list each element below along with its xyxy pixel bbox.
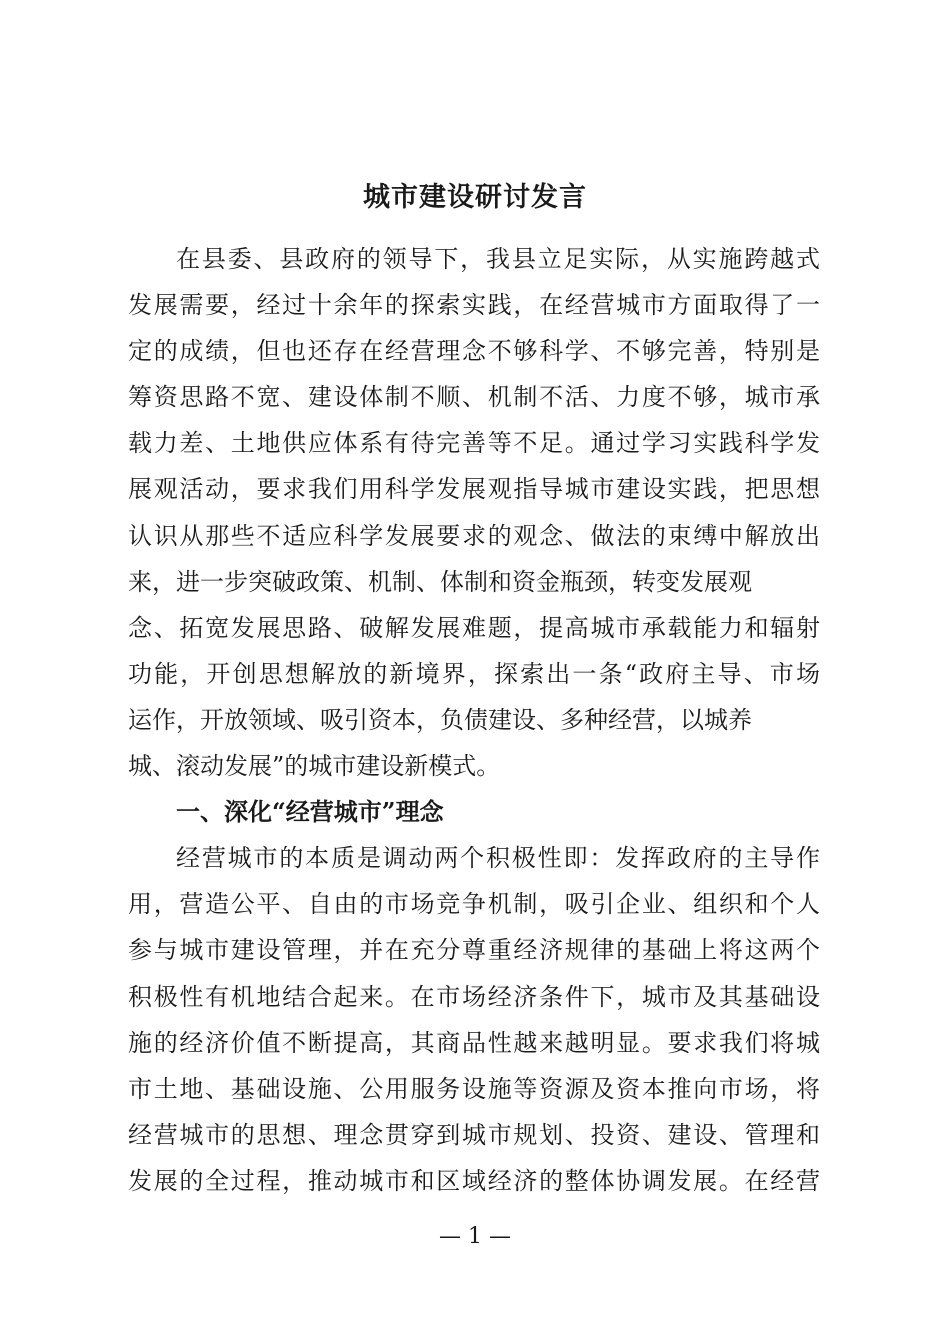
paragraph-line: 用，营造公平、自由的市场竞争机制，吸引企业、组织和个人 xyxy=(128,890,820,919)
paragraph-line: 城、滚动发展”的城市建设新模式。 xyxy=(128,752,501,781)
paragraph-line: 参与城市建设管理，并在充分尊重经济规律的基础上将这两个 xyxy=(128,936,820,965)
paragraph-line: 认识从那些不适应科学发展要求的观念、做法的束缚中解放出 xyxy=(128,521,820,550)
document-title: 城市建设研讨发言 xyxy=(363,182,587,213)
paragraph-line: 展观活动，要求我们用科学发展观指导城市建设实践，把思想 xyxy=(128,475,820,504)
paragraph-line: 经营城市的思想、理念贯穿到城市规划、投资、建设、管理和 xyxy=(128,1120,820,1149)
paragraph-line: 积极性有机地结合起来。在市场经济条件下，城市及其基础设 xyxy=(128,982,820,1011)
paragraph-line: 来，进一步突破政策、机制、体制和资金瓶颈，转变发展观 xyxy=(128,567,752,596)
paragraph-line: 市土地、基础设施、公用服务设施等资源及资本推向市场，将 xyxy=(128,1074,820,1103)
document-body xyxy=(128,236,820,1204)
paragraph-line: 施的经济价值不断提高，其商品性越来越明显。要求我们将城 xyxy=(128,1028,820,1057)
paragraph-line: 在县委、县政府的领导下，我县立足实际，从实施跨越式 xyxy=(176,245,820,273)
paragraph-line: 定的成绩，但也还存在经营理念不够科学、不够完善，特别是 xyxy=(128,337,820,366)
paragraph-line: 发展的全过程，推动城市和区域经济的整体协调发展。在经营 xyxy=(128,1166,820,1195)
page-number: — 1 — xyxy=(439,1224,511,1249)
paragraph-line: 发展需要，经过十余年的探索实践，在经营城市方面取得了一 xyxy=(128,291,820,320)
paragraph-line: 运作，开放领域、吸引资本，负债建设、多种经营，以城养 xyxy=(128,705,752,734)
paragraph-line: 筹资思路不宽、建设体制不顺、机制不活、力度不够，城市承 xyxy=(128,383,820,412)
paragraph-line: 功能，开创思想解放的新境界，探索出一条“政府主导、市场 xyxy=(128,659,820,688)
paragraph-line: 载力差、土地供应体系有待完善等不足。通过学习实践科学发 xyxy=(128,429,820,458)
paragraph-line: 念、拓宽发展思路、破解发展难题，提高城市承载能力和辐射 xyxy=(128,613,820,642)
section-heading: 一、深化“经营城市”理念 xyxy=(176,797,444,827)
paragraph-line: 经营城市的本质是调动两个积极性即：发挥政府的主导作 xyxy=(176,844,820,873)
